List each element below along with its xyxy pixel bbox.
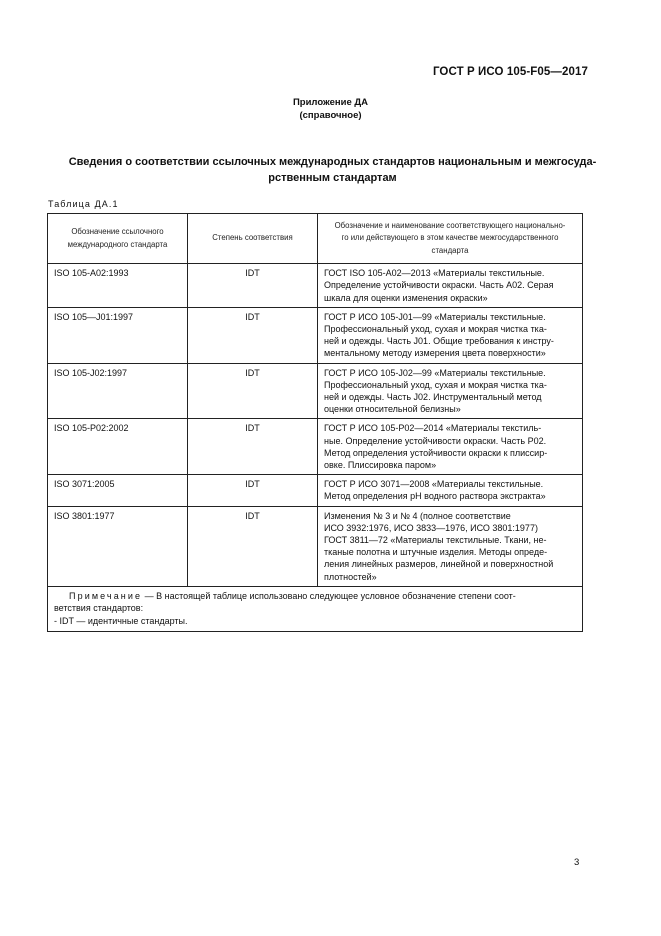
cell-international-standard: ISO 105-J02:1997 [48,363,188,419]
section-title [40,154,625,186]
header-international-standard: Обозначение ссылочного международного стандарта [48,214,188,264]
note-item: - IDT — идентичные стандарты. [54,616,188,627]
section-title-line-1: Сведения о соответствии ссылочных международных стандартов национальным и межгосуда- [68,156,597,168]
cell-national-standard: ГОСТ ISO 105-A02—2013 «Материалы текстильные. Определение устойчивости окраски. Часть А02. Серая шкала для оценки изменения окраски» [318,264,583,308]
cell-national-standard: ГОСТ Р ИСО 105-Р02—2014 «Материалы текстиль- ные. Определение устойчивости окраски. Часть Р02. Метод определения устойчивости окраски к плиссир- овке. Плиссировка паром» [318,419,583,475]
cell-international-standard: ISO 105—J01:1997 [48,307,188,363]
cell-international-standard: ISO 3801:1977 [48,506,188,586]
cell-international-standard: ISO 3071:2005 [48,475,188,506]
annex-title: Приложение ДА [292,97,369,108]
annex-kind: (справочное) [299,110,362,121]
cell-degree: IDT [188,419,318,475]
cell-degree: IDT [188,506,318,586]
note-text: — В настоящей таблице использовано следующее условное обозначение степени соот- [144,590,516,601]
header-degree: Степень соответствия [188,214,318,264]
table-row [48,475,583,506]
table-note [48,586,583,631]
cell-national-standard: ГОСТ Р ИСО 105-J01—99 «Материалы текстильные. Профессиональный уход, сухая и мокрая чистка тка- ней и одежды. Часть J01. Общие требования к инстру- ментальному методу измерения цвета поверхности» [318,307,583,363]
cell-international-standard: ISO 105-A02:1993 [48,264,188,308]
table-row [48,264,583,308]
cell-national-standard: ГОСТ Р ИСО 3071—2008 «Материалы текстильные. Метод определения pH водного раствора экстракта» [318,475,583,506]
standards-table [47,213,583,632]
cell-degree: IDT [188,363,318,419]
note-label: Примечание [69,590,143,601]
cell-national-standard: Изменения № 3 и № 4 (полное соответствие ИСО 3932:1976, ИСО 3833—1976, ИСО 3801:1977) ГОСТ 3811—72 «Материалы текстильные. Ткани, не- тканые полотна и штучные изделия. Методы опреде- ления линейных размеров, линейной и поверхностной плотностей» [318,506,583,586]
table-row [48,506,583,586]
table-row [48,363,583,419]
table-row [48,307,583,363]
note-text-continued: ветствия стандартов: [54,603,144,614]
cell-degree: IDT [188,307,318,363]
cell-national-standard: ГОСТ Р ИСО 105-J02—99 «Материалы текстильные. Профессиональный уход, сухая и мокрая чистка тка- ней и одежды. Часть J02. Инструментальный метод оценки относительной белизны» [318,363,583,419]
cell-degree: IDT [188,475,318,506]
page-number: 3 [574,857,580,868]
annex-heading [0,96,661,122]
section-title-line-2: рственным стандартам [268,172,397,184]
table-caption: Таблица ДА.1 [48,199,119,209]
document-code: ГОСТ Р ИСО 105-F05—2017 [432,66,588,78]
table-header-row [48,214,583,264]
cell-degree: IDT [188,264,318,308]
table-note-row [48,586,583,631]
table-row [48,419,583,475]
header-national-standard: Обозначение и наименование соответствующего национально- го или действующего в этом качестве межгосударственного стандарта [318,214,583,264]
cell-international-standard: ISO 105-P02:2002 [48,419,188,475]
